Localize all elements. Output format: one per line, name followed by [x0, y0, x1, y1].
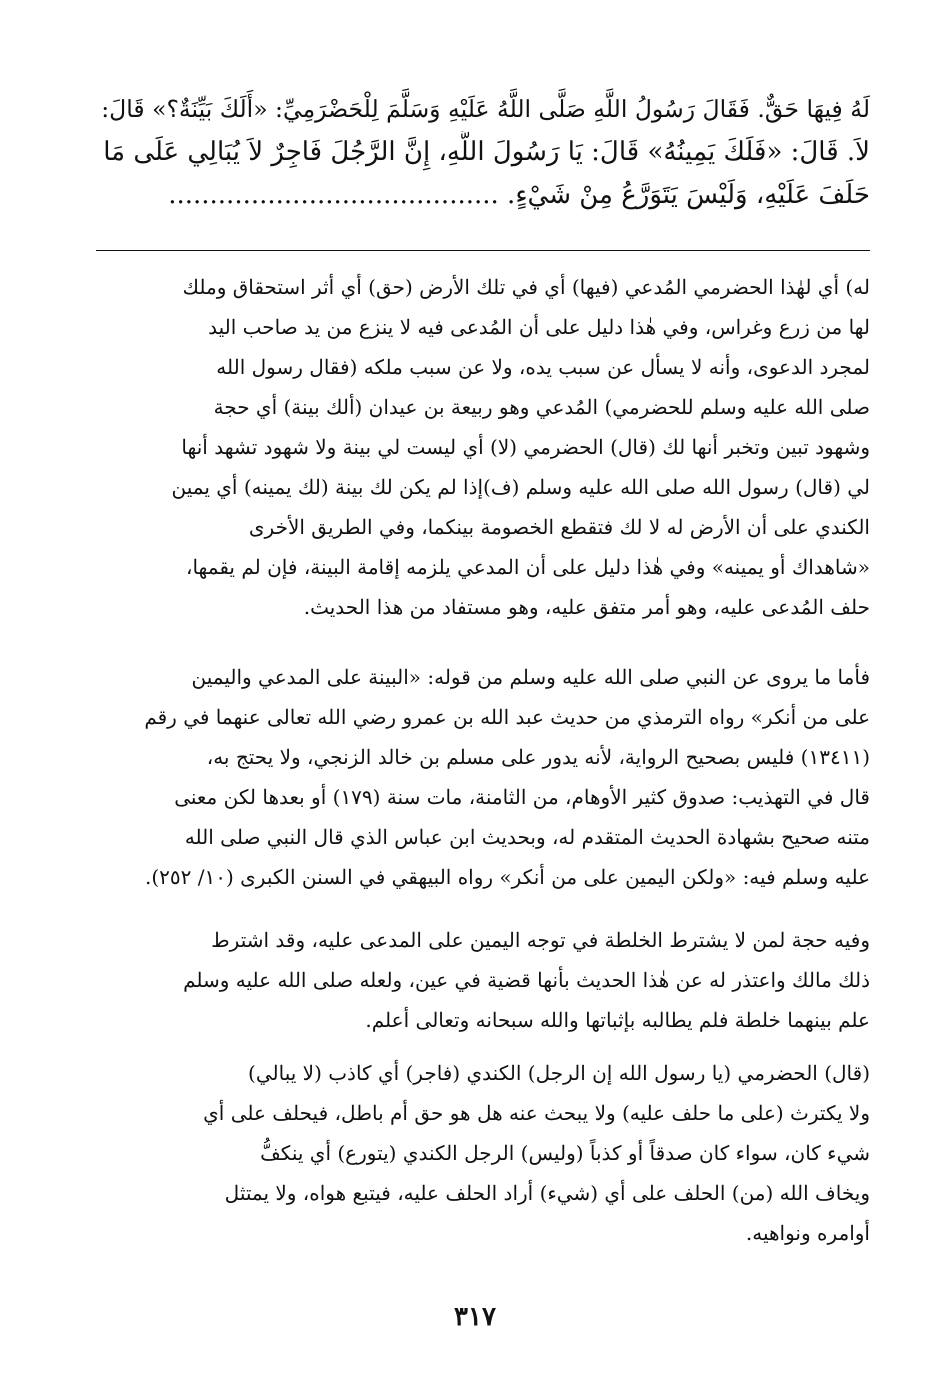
page-number: ٣١٧	[454, 1302, 496, 1332]
commentary-line: (قال) الحضرمي (يا رسول الله إن الرجل) الكندي (فاجر) أي كاذب (لا يبالي)	[248, 1061, 870, 1085]
commentary-line: علم بينهما خلطة فلم يطالبه بإثباتها والله سبحانه وتعالى أعلم.	[365, 1008, 870, 1032]
commentary-paragraph	[96, 1053, 870, 1253]
commentary-line: لمجرد الدعوى، وأنه لا يسأل عن سبب يده، ولا عن سبب ملكه (فقال رسول الله	[216, 355, 870, 379]
commentary-line: متنه صحيح بشهادة الحديث المتقدم له، وبحديث ابن عباس الذي قال النبي صلى الله	[184, 825, 870, 849]
separator-rule	[96, 250, 870, 251]
commentary-line: وشهود تبين وتخبر أنها لك (قال) الحضرمي (لا) أي ليست لي بينة ولا شهود تشهد أنها	[181, 435, 870, 459]
commentary-line: ذلك مالك واعتذر له عن هٰذا الحديث بأنها قضية في عين، ولعله صلى الله عليه وسلم	[183, 968, 870, 992]
commentary-paragraph	[96, 920, 870, 1040]
hadith-text	[96, 88, 870, 217]
commentary-line: قال في التهذيب: صدوق كثير الأوهام، من الثامنة، مات سنة (١٧٩) أو بعدها لكن معنى	[174, 785, 870, 809]
commentary-line: عليه وسلم فيه: «ولكن اليمين على من أنكر» رواه البيهقي في السنن الكبرى (١٠/ ٢٥٢).	[144, 865, 870, 889]
commentary-line: ويخاف الله (من) الحلف على أي (شيء) أراد الحلف عليه، فيتبع هواه، ولا يمتثل	[224, 1181, 870, 1205]
commentary-line: صلى الله عليه وسلم للحضرمي) المُدعي وهو ربيعة بن عيدان (ألك بينة) أي حجة	[213, 395, 870, 419]
commentary-line: لها من زرع وغراس، وفي هٰذا دليل على أن المُدعى فيه لا ينزع من يد صاحب اليد	[208, 315, 870, 339]
commentary-paragraph	[96, 657, 870, 897]
commentary-line: «شاهداك أو يمينه» وفي هٰذا دليل على أن المدعي يلزمه إقامة البينة، فإن لم يقمها،	[185, 555, 870, 579]
commentary-line: (١٣٤١١) فليس بصحيح الرواية، لأنه يدور على مسلم بن خالد الزنجي، ولا يحتج به،	[206, 745, 870, 769]
hadith-line: لاَ. قَالَ: «فَلَكَ يَمِينُهُ» قَالَ: يَا رَسُولَ اللَّهِ، إِنَّ الرَّجُلَ فَاجِرٌ لاَ يُبَالِي عَلَى مَا	[103, 137, 870, 167]
commentary-line: على من أنكر» رواه الترمذي من حديث عبد الله بن عمرو رضي الله تعالى عنهما في رقم	[144, 705, 870, 729]
commentary-paragraph	[96, 267, 870, 627]
commentary-line: حلف المُدعى عليه، وهو أمر متفق عليه، وهو مستفاد من هذا الحديث.	[303, 595, 870, 619]
commentary-line: أوامره ونواهيه.	[745, 1221, 870, 1245]
commentary-line: ولا يكترث (على ما حلف عليه) ولا يبحث عنه هل هو حق أم باطل، فيحلف على أي	[203, 1101, 870, 1125]
commentary-line: له) أي لهٰذا الحضرمي المُدعي (فيها) أي في تلك الأرض (حق) أي أثر استحقاق وملك	[182, 275, 870, 299]
commentary-line: لي (قال) رسول الله صلى الله عليه وسلم (ف)إذا لم يكن لك بينة (لك يمينه) أي يمين	[171, 475, 870, 499]
commentary-line: الكندي على أن الأرض له لا لك فتقطع الخصومة بينكما، وفي الطريق الأخرى	[248, 515, 870, 539]
hadith-line: حَلَفَ عَلَيْهِ، وَلَيْسَ يَتَوَرَّعُ مِنْ شَيْءٍ. ........................................	[168, 180, 870, 210]
commentary-line: شيء كان، سواء كان صدقاً أو كذباً (وليس) الرجل الكندي (يتورع) أي ينكفُّ	[260, 1141, 870, 1165]
commentary-line: فأما ما يروى عن النبي صلى الله عليه وسلم من قوله: «البينة على المدعي واليمين	[191, 665, 870, 689]
hadith-line: لَهُ فِيهَا حَقٌّ. فَقَالَ رَسُولُ اللَّهِ صَلَّى اللَّهُ عَلَيْهِ وَسَلَّمَ لِلْحَضْرَمِيِّ: «أَلَكَ بَيِّنَةٌ؟» قَالَ:	[101, 95, 870, 123]
commentary-line: وفيه حجة لمن لا يشترط الخلطة في توجه اليمين على المدعى عليه، وقد اشترط	[211, 928, 870, 952]
